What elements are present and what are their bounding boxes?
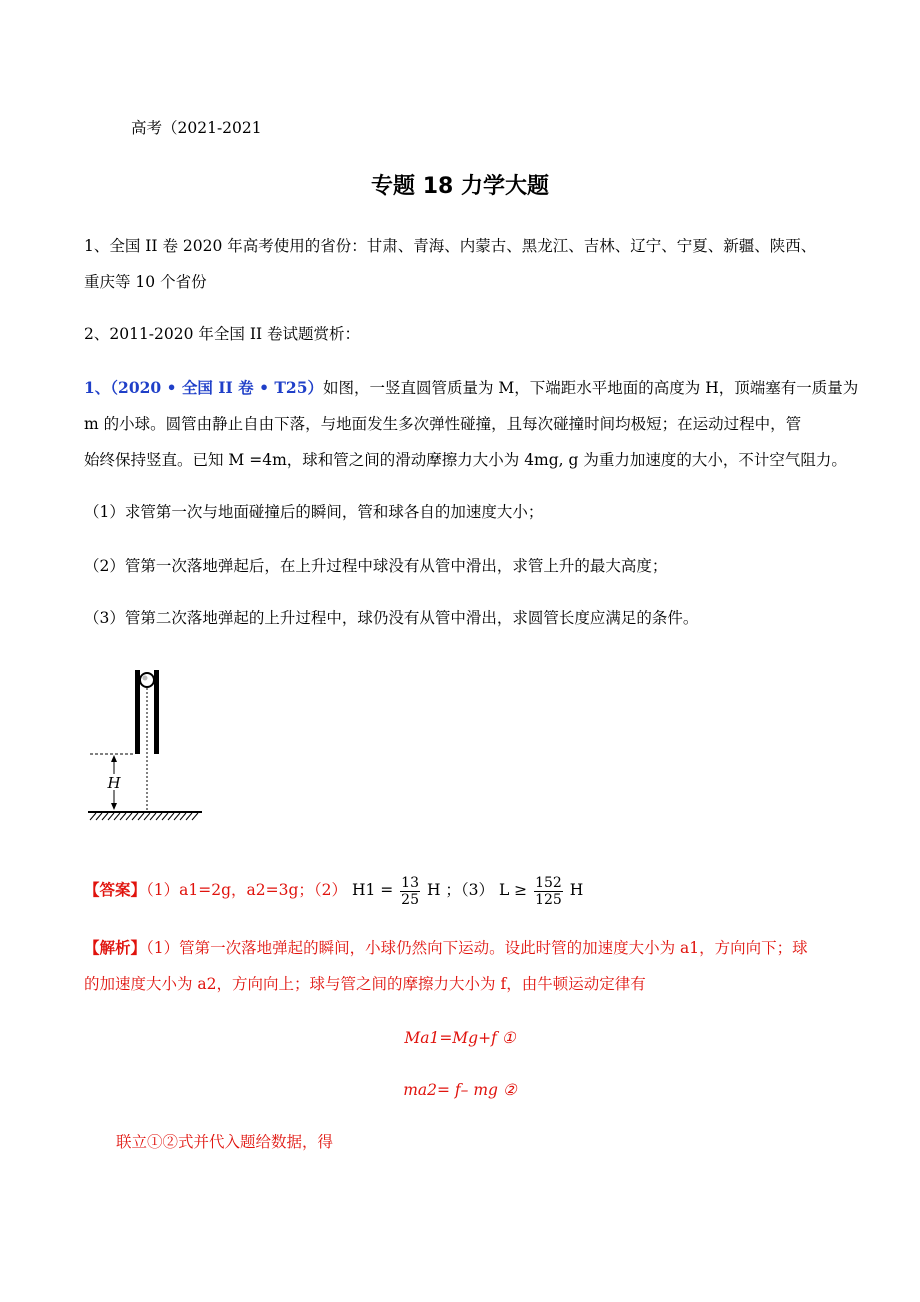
- analysis-line-1: [84, 938, 808, 958]
- page-title: 专题 18 力学大题: [371, 174, 549, 199]
- tube-left-wall: [135, 670, 140, 754]
- analysis-tag: 【解析】: [84, 938, 147, 957]
- sub-question-1: （1）求管第一次与地面碰撞后的瞬间，管和球各自的加速度大小；: [84, 503, 544, 521]
- answer-line: [84, 872, 583, 908]
- frac2-den: 125: [535, 891, 562, 908]
- header-note: 高考（2021-2021: [131, 119, 262, 137]
- question-text-1: 如图，一竖直圆管质量为 M，下端距水平地面的高度为 H，顶端塞有一质量为: [322, 379, 859, 397]
- answer-h1-tail: H ；（3）: [426, 881, 494, 899]
- question-line-2: m 的小球。圆管由静止自由下落，与地面发生多次弹性碰撞，且每次碰撞时间均极短；在运动过程中，管: [84, 415, 802, 433]
- frac1-den: 25: [401, 891, 419, 908]
- fraction-152-125: [534, 875, 563, 908]
- analysis-text-1: （1）管第一次落地弹起的瞬间，小球仍然向下运动。设此时管的加速度大小为 a1，方向向下；球: [146, 939, 808, 957]
- answer-tag: 【答案】: [84, 880, 147, 899]
- answer-l-tail: H: [569, 881, 584, 899]
- sub-question-3: （3）管第二次落地弹起的上升过程中，球仍没有从管中滑出，求圆管长度应满足的条件。: [84, 609, 699, 627]
- question-line-3: 始终保持竖直。已知 M =4m，球和管之间的滑动摩擦力大小为 4mg, g 为重力加速度的大小，不计空气阻力。: [84, 451, 847, 469]
- ball: [140, 673, 154, 687]
- height-label: H: [107, 774, 121, 792]
- tube-diagram: [86, 668, 206, 826]
- arrow-head-up: [111, 755, 117, 762]
- analysis-line-3: 联立①②式并代入题给数据，得: [116, 1133, 334, 1151]
- ball-shine: [143, 676, 148, 681]
- sub-question-2: （2）管第一次落地弹起后，在上升过程中球没有从管中滑出，求管上升的最大高度；: [84, 557, 668, 575]
- question-source: （2020 • 全国 II 卷 • T25）: [110, 378, 323, 397]
- arrow-head-down: [111, 803, 117, 810]
- intro-line-1: 1、全国 II 卷 2020 年高考使用的省份：甘肃、青海、内蒙古、黑龙江、吉林、辽宁、宁夏、新疆、陕西、: [84, 237, 817, 255]
- tube-right-wall: [154, 670, 159, 754]
- analysis-line-2: 的加速度大小为 a2，方向向上；球与管之间的摩擦力大小为 f，由牛顿运动定律有: [84, 975, 646, 993]
- frac1-num: 13: [401, 874, 419, 891]
- question-line-1: [84, 378, 858, 398]
- equation-2: ma2= f– mg ②: [403, 1081, 517, 1099]
- intro-line-2: 重庆等 10 个省份: [84, 273, 207, 291]
- equation-1: Ma1=Mg+f ①: [404, 1029, 516, 1047]
- intro-line-3: 2、2011-2020 年全国 II 卷试题赏析：: [84, 325, 361, 343]
- fraction-13-25: [400, 875, 420, 908]
- question-number: 1、: [84, 378, 111, 397]
- answer-h1: H1 =: [351, 881, 394, 899]
- ground-hatch: [90, 813, 198, 820]
- answer-part-1: （1）a1=2g，a2=3g；（2）: [146, 881, 347, 899]
- frac2-num: 152: [535, 874, 562, 891]
- answer-l-expr: L ≥: [498, 881, 528, 899]
